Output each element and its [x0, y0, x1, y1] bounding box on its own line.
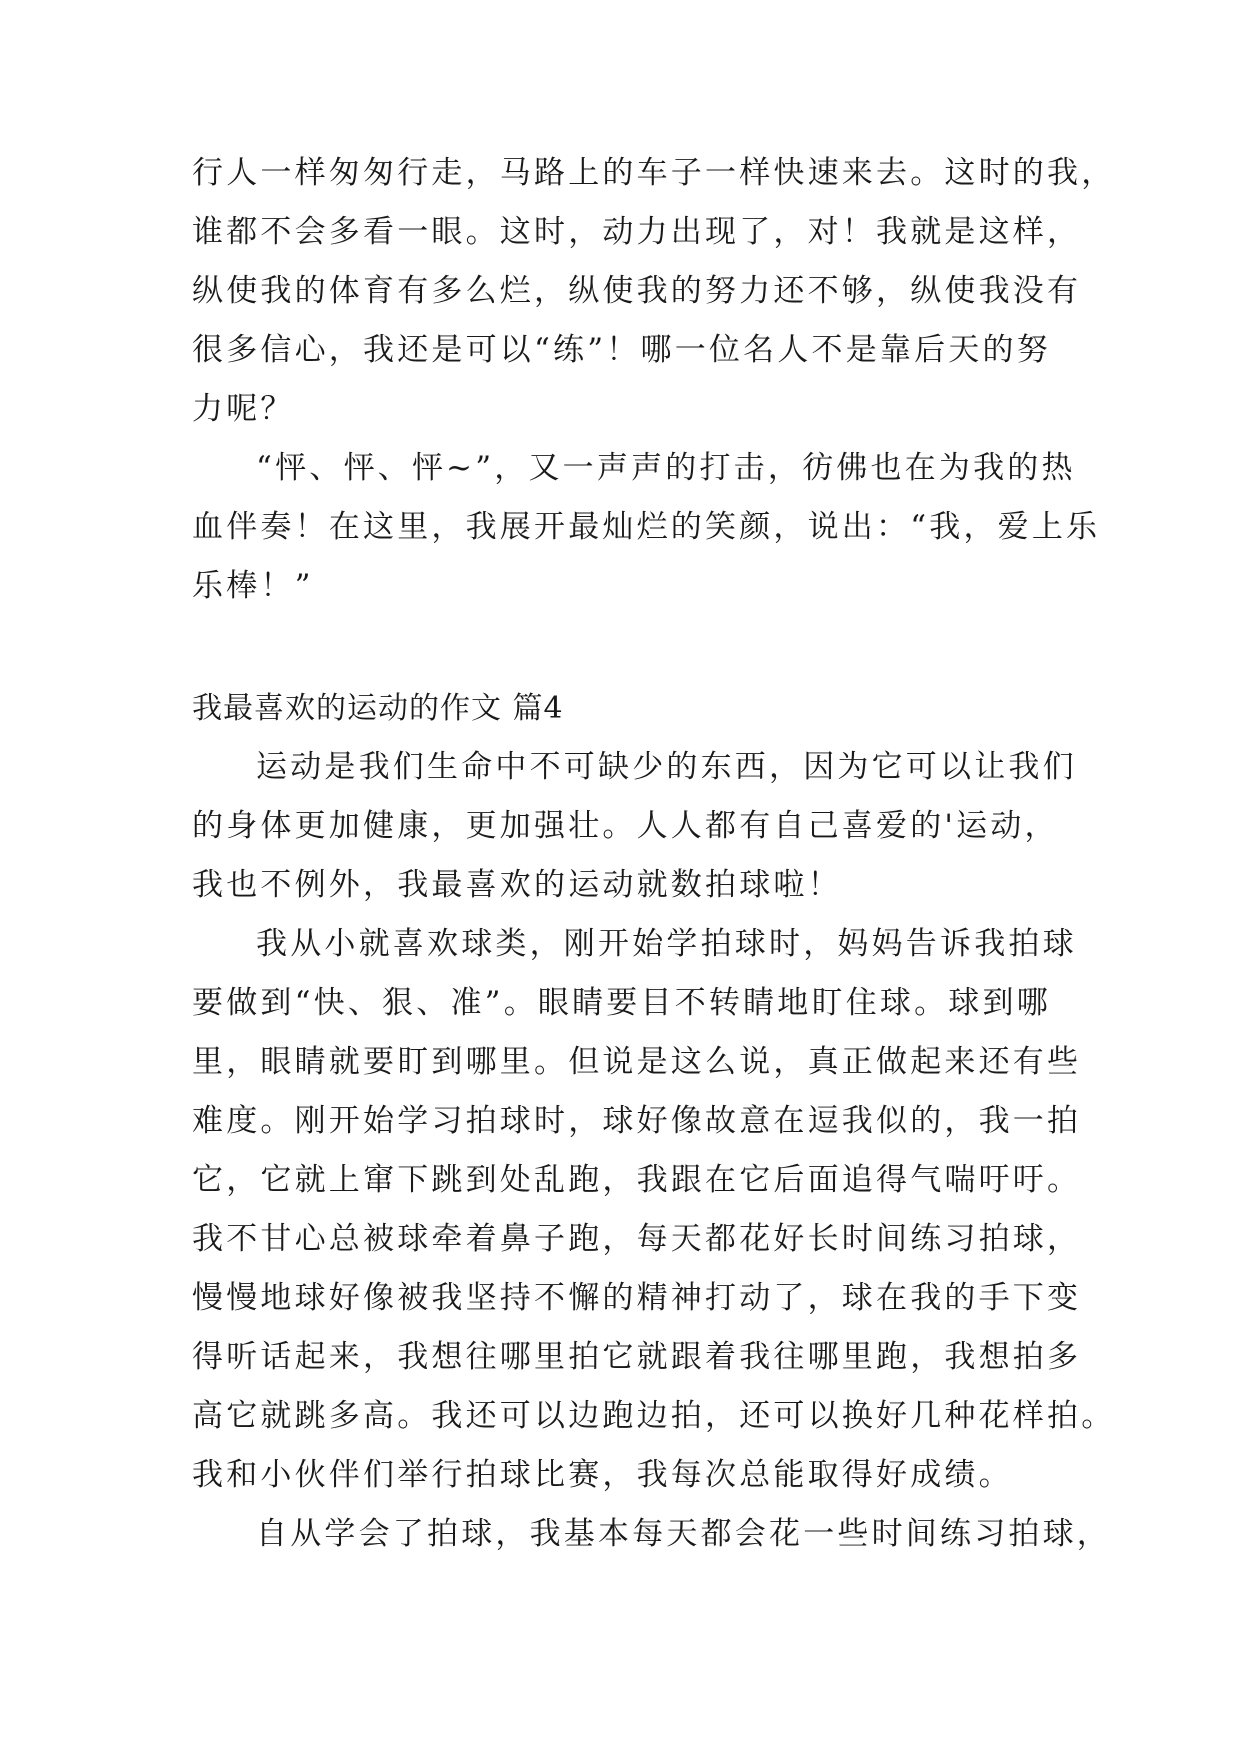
- text-line: 谁都不会多看一眼。这时，动力出现了，对！我就是这样，: [192, 214, 1082, 250]
- text-line: 力呢？: [192, 391, 295, 427]
- text-line: “怦、怦、怦~”，又一声声的打击，彷佛也在为我的热: [256, 450, 1076, 486]
- text-line: 血伴奏！在这里，我展开最灿烂的笑颜，说出：“我，爱上乐: [192, 509, 1101, 545]
- essay-heading: 我最喜欢的运动的作文 篇4: [192, 691, 564, 726]
- text-line: 慢慢地球好像被我坚持不懈的精神打动了，球在我的手下变: [192, 1280, 1082, 1316]
- text-line: 很多信心，我还是可以“练”！哪一位名人不是靠后天的努: [192, 332, 1051, 368]
- text-line: 运动是我们生命中不可缺少的东西，因为它可以让我们: [256, 749, 1077, 785]
- text-line: 的身体更加健康，更加强壮。人人都有自己喜爱的'运动，: [192, 808, 1059, 844]
- text-line: 高它就跳多高。我还可以边跑边拍，还可以换好几种花样拍。: [192, 1398, 1116, 1434]
- text-line: 自从学会了拍球，我基本每天都会花一些时间练习拍球，: [256, 1516, 1111, 1552]
- text-line: 里，眼睛就要盯到哪里。但说是这么说，真正做起来还有些: [192, 1044, 1082, 1080]
- text-line: 它，它就上窜下跳到处乱跑，我跟在它后面追得气喘吁吁。: [192, 1162, 1082, 1198]
- text-line: 我也不例外，我最喜欢的运动就数拍球啦！: [192, 867, 842, 903]
- text-line: 我从小就喜欢球类，刚开始学拍球时，妈妈告诉我拍球: [256, 926, 1077, 962]
- text-line: 纵使我的体育有多么烂，纵使我的努力还不够，纵使我没有: [192, 273, 1082, 309]
- text-line: 要做到“快、狠、准”。眼睛要目不转睛地盯住球。球到哪: [192, 985, 1051, 1021]
- text-line: 难度。刚开始学习拍球时，球好像故意在逗我似的，我一拍: [192, 1103, 1082, 1139]
- text-line: 我和小伙伴们举行拍球比赛，我每次总能取得好成绩。: [192, 1457, 1013, 1493]
- text-line: 得听话起来，我想往哪里拍它就跟着我往哪里跑，我想拍多: [192, 1339, 1082, 1375]
- text-line: 我不甘心总被球牵着鼻子跑，每天都花好长时间练习拍球，: [192, 1221, 1082, 1257]
- text-line: 乐棒！”: [192, 568, 314, 604]
- text-line: 行人一样匆匆行走，马路上的车子一样快速来去。这时的我，: [192, 155, 1116, 191]
